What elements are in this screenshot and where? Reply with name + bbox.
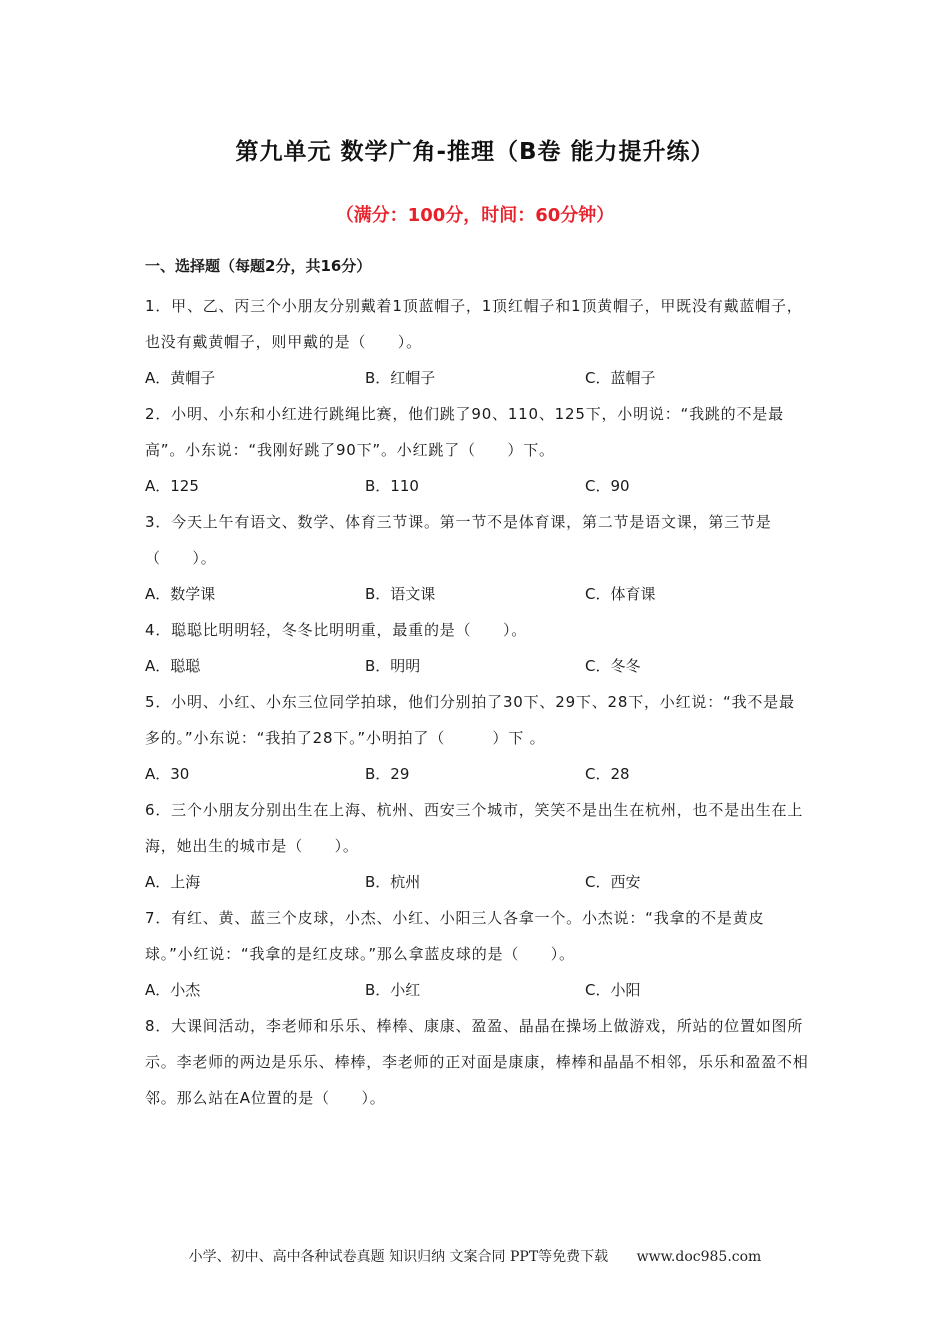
option-b: B．小红 <box>365 981 421 999</box>
page-footer <box>0 1246 950 1266</box>
option-b: B．29 <box>365 765 410 783</box>
question-5 <box>145 684 810 792</box>
option-a: A．聪聪 <box>145 657 201 675</box>
question-text: 2．小明、小东和小红进行跳绳比赛，他们跳了90、110、125下，小明说：“我跳的不是最高”。小东说：“我刚好跳了90下”。小红跳了（ ）下。 <box>145 405 784 459</box>
question-6 <box>145 792 810 900</box>
options-row <box>145 576 810 612</box>
option-c: C．体育课 <box>585 585 656 603</box>
page-subtitle: （满分：100分，时间：60分钟） <box>335 205 615 226</box>
option-c: C．90 <box>585 477 630 495</box>
option-a: A．小杰 <box>145 981 201 999</box>
question-text: 8．大课间活动，李老师和乐乐、棒棒、康康、盈盈、晶晶在操场上做游戏，所站的位置如图所示。李老师的两边是乐乐、棒棒，李老师的正对面是康康，棒棒和晶晶不相邻，乐乐和盈盈不相邻。那么站在A位置的是（ ）。 <box>145 1017 809 1107</box>
options-row <box>145 648 810 684</box>
option-c: C．蓝帽子 <box>585 369 656 387</box>
option-c: C．28 <box>585 765 630 783</box>
footer-url[interactable]: www.doc985.com <box>636 1249 762 1265</box>
option-a: A．数学课 <box>145 585 216 603</box>
section-heading: 一、选择题（每题2分，共16分） <box>145 257 372 275</box>
option-c: C．冬冬 <box>585 657 641 675</box>
question-4 <box>145 612 810 684</box>
option-b: B．红帽子 <box>365 369 436 387</box>
options-row <box>145 756 810 792</box>
option-a: A．30 <box>145 765 190 783</box>
options-row <box>145 864 810 900</box>
options-row <box>145 468 810 504</box>
question-1 <box>145 288 810 396</box>
option-b: B．杭州 <box>365 873 421 891</box>
option-a: A．125 <box>145 477 199 495</box>
option-a: A．黄帽子 <box>145 369 216 387</box>
question-7 <box>145 900 810 1008</box>
options-row <box>145 972 810 1008</box>
page-title: 第九单元 数学广角-推理（B卷 能力提升练） <box>235 139 715 165</box>
option-b: B．110 <box>365 477 419 495</box>
question-section <box>145 255 810 1116</box>
question-text: 5．小明、小红、小东三位同学拍球，他们分别拍了30下、29下、28下，小红说：“我不是最多的。”小东说：“我拍了28下。”小明拍了（ ）下 。 <box>145 693 795 747</box>
question-3 <box>145 504 810 612</box>
question-text: 6．三个小朋友分别出生在上海、杭州、西安三个城市，笑笑不是出生在杭州，也不是出生在上海，她出生的城市是（ ）。 <box>145 801 804 855</box>
question-text: 4．聪聪比明明轻，冬冬比明明重，最重的是（ ）。 <box>145 621 528 639</box>
footer-text: 小学、初中、高中各种试卷真题 知识归纳 文案合同 PPT等免费下载 <box>188 1249 609 1265</box>
question-text: 1．甲、乙、丙三个小朋友分别戴着1顶蓝帽子，1顶红帽子和1顶黄帽子，甲既没有戴蓝帽子，也没有戴黄帽子，则甲戴的是（ ）。 <box>145 297 803 351</box>
options-row <box>145 360 810 396</box>
question-text: 3．今天上午有语文、数学、体育三节课。第一节不是体育课，第二节是语文课，第三节是（ ）。 <box>145 513 772 567</box>
question-text: 7．有红、黄、蓝三个皮球，小杰、小红、小阳三人各拿一个。小杰说：“我拿的不是黄皮球。”小红说：“我拿的是红皮球。”那么拿蓝皮球的是（ ）。 <box>145 909 765 963</box>
option-b: B．明明 <box>365 657 421 675</box>
question-8 <box>145 1008 810 1116</box>
option-b: B．语文课 <box>365 585 436 603</box>
option-c: C．西安 <box>585 873 641 891</box>
option-a: A．上海 <box>145 873 201 891</box>
question-2 <box>145 396 810 504</box>
option-c: C．小阳 <box>585 981 641 999</box>
